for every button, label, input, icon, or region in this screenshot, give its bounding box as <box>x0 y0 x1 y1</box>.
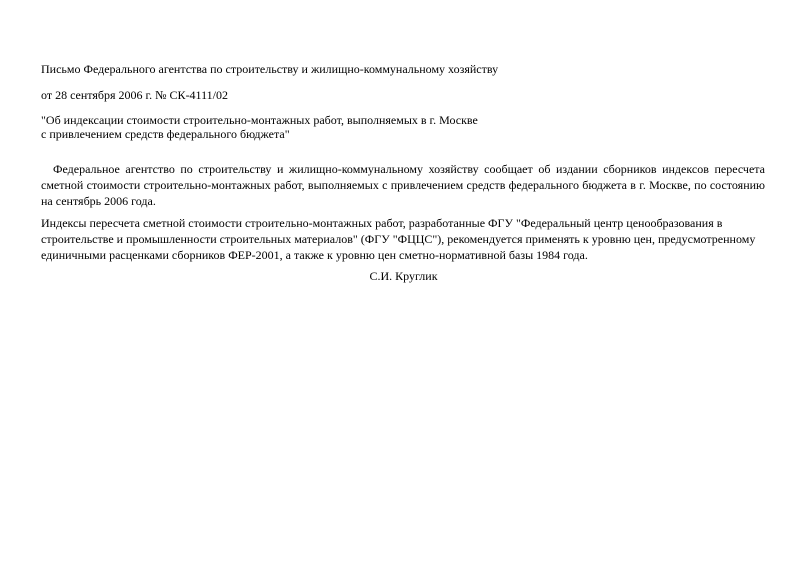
body-paragraph-1: Федеральное агентство по строительству и жилищно-коммунальному хозяйству сообщает об издании сборников индексов пересчета сметной стоимости строительно-монтажных работ, выполняемых с привлечением средств федерального бюджета в г. Москве, по состоянию на сентябрь 2006 года. <box>41 162 765 208</box>
letter-sender: Письмо Федерального агентства по строительству и жилищно-коммунальному хозяйству <box>41 62 499 76</box>
letter-subject-line-2: с привлечением средств федерального бюджета" <box>41 127 290 141</box>
letter-subject-line-1: "Об индексации стоимости строительно-монтажных работ, выполняемых в г. Москве <box>41 113 478 127</box>
signature-name: С.И. Круглик <box>369 269 438 283</box>
letter-date-number: от 28 сентября 2006 г. № СК-4111/02 <box>41 88 229 102</box>
body-paragraph-2: Индексы пересчета сметной стоимости строительно-монтажных работ, разработанные ФГУ "Федеральный центр ценообразования в строительстве и промышленности строительных материалов" (ФГУ "ФЦЦС"), рекомендуется применять к уровню цен, предусмотренному единичными расценками сборников ФЕР-2001, а также к уровню цен сметно-нормативной базы 1984 года. <box>41 216 756 262</box>
